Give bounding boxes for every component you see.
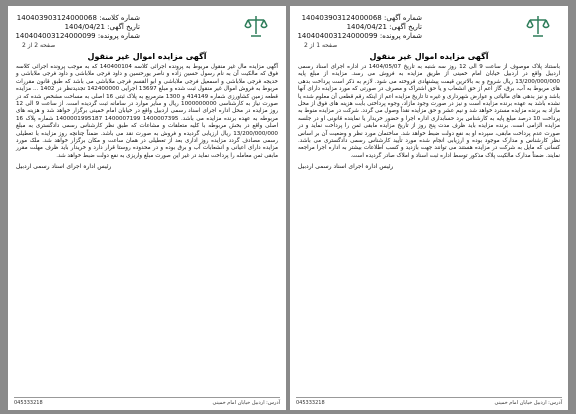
footer-phone: 045333218 xyxy=(14,400,43,406)
footer-address: آدرس: اردبیل خیابان امام خمینی xyxy=(212,400,280,406)
page-number: صفحه 1 از 2 xyxy=(304,42,338,49)
document-page-1 xyxy=(290,6,568,410)
footer-address: آدرس: اردبیل خیابان امام خمینی xyxy=(494,400,562,406)
notice-title: آگهی مزایده اموال غیر منقول xyxy=(87,52,207,61)
document-page-2 xyxy=(8,6,286,410)
page-number: صفحه 2 از 2 xyxy=(22,42,56,49)
justice-emblem-icon xyxy=(242,14,270,40)
meta-line-3: شماره پرونده: 140404003124000099 xyxy=(15,32,140,40)
page-header xyxy=(298,12,560,52)
meta-line-2: تاریخ آگهی: 1404/04/21 xyxy=(64,23,140,31)
document-spread xyxy=(8,6,568,410)
notice-body: آگهی مزایده مال غیر منقول مربوط به پرونده اجرائی کلاسه 140400104 که به موجب پرونده اجرائی کلاسه فوق که مالکیت آن به نام رسول حسین زاده و ناصر یورحسین و داود فرجی ملاباشی و داود فرجی ملاباشی و خدیجه فرجی ملاباشی و اسمعیل فرجی ملاباشی و ابو القسم فرجی ملاباشی می باشد که طبق قانون مقررات مربوط به فروش اموال غیر منقول ثبت شده و مبلغ 13697 اجرایی 142400000 تجدیدنظر در 1402 ... مزایده قطعه زمین کشاورزی شماره 414149 و 1300 مترمربع به پلاک ثبتی 16 اصلی به مساحت مشخص شده که در صورت نیاز به کارشناسی 1000000000 ریال و سایر موارد در سامانه ثبت گردیده است. از ساعت 9 الی 12 روز مزایده در محل اداره اجرای اسناد رسمی اردبیل واقع در خیابان امام خمینی برگزار خواهد شد و هزینه های مربوطه به عهده برنده مزایده می باشد. 1400007395 1400007199 1400001995187 شماره پلاک 16 اصلی واقع در بخش مربوطه با کلیه متعلقات و مشاعات که طبق نظر کارشناس رسمی دادگستری به مبلغ 13/200/000/000 ریال ارزیابی گردیده و فروش به صورت نقد می باشد. ضمناً چنانچه روز مزایده با تعطیلی رسمی مصادف گردد مزایده روز اداری بعد از تعطیلی در همان ساعت و مکان برگزار خواهد شد. ملک مورد مزایده دارای اعیانی و انشعابات آب و برق بوده و در محدوده روستا قرار دارد و خریدار باید ظرف مهلت مقرر مابقی ثمن معامله را پرداخت نماید در غیر این صورت مبلغ واریزی به نفع دولت ضبط خواهد شد. xyxy=(16,64,279,159)
page-footer xyxy=(14,397,280,406)
meta-line-2: تاریخ آگهی: 1404/04/21 xyxy=(346,23,422,31)
page-header xyxy=(16,12,278,52)
notice-meta xyxy=(15,14,140,41)
meta-line-1: شماره کلاسه: 140403903124000068 xyxy=(16,14,140,22)
justice-emblem-icon xyxy=(524,14,552,40)
notice-body: باستناد پلاک موصوف از ساعت 9 الی 12 روز سه شنبه به تاریخ 1404/05/07 در اداره اجرای اسناد رسمی اردبیل واقع در اردبیل خیابان امام خمینی از طریق مزایده به فروش می رسد. مزایده از مبلغ پایه 13/200/000/000 ریال شروع و به بالاترین قیمت پیشنهادی فروخته می شود. لازم به ذکر است پرداخت بدهی های مربوط به آب، برق، گاز اعم از حق انشعاب و یا حق اشتراک و مصرف در صورتی که مورد مزایده دارای آنها باشد و نیز بدهی های مالیاتی و عوارض شهرداری و غیره تا تاریخ مزایده اعم از اینکه رقم قطعی آن معلوم شده یا نشده باشد به عهده برنده مزایده است و نیز در صورت وجود مازاد، وجوه پرداختی بابت هزینه های فوق از محل مازاد به برنده مزایده مسترد خواهد شد و نیم عشر و حق مزایده نقداً وصول می گردد. شرکت در مزایده منوط به پرداخت 10 درصد مبلغ پایه به کارشناس برد حسابداری اداره اجرا و حضور خریدار یا نماینده قانونی او در جلسه مزایده الزامی است. برنده مزایده باید ظرف مدت پنج روز از تاریخ مزایده مابقی ثمن را پرداخت نماید و در صورت عدم پرداخت مابقی، سپرده او به نفع دولت ضبط خواهد شد. ساختمان مورد نظر و وضعیت آن بر اساس نظر کارشناس و مدارک موجود بوده و ارزیابی انجام شده مورد تأیید کارشناس رسمی دادگستری می باشد. کسانی که مایل به شرکت در مزایده هستند می توانند جهت بازدید و کسب اطلاعات بیشتر به اداره اجرا مراجعه نمایند. ضمناً مدارک مالکیت پلاک مذکور توسط اداره ثبت اسناد و املاک صادر گردیده است. xyxy=(298,64,560,159)
page-footer xyxy=(296,397,562,406)
footer-phone: 045333218 xyxy=(296,400,325,406)
meta-line-3: شماره پرونده: 140404003124000099 xyxy=(297,32,422,40)
signature: رئیس اداره اجرای اسناد رسمی اردبیل xyxy=(298,163,394,171)
signature: رئیس اداره اجرای اسناد رسمی اردبیل xyxy=(16,163,112,171)
notice-title: آگهی مزایده اموال غیر منقول xyxy=(369,52,489,61)
notice-meta xyxy=(297,14,422,41)
meta-line-1: شماره آگهی: 140403903124000068 xyxy=(301,14,422,22)
